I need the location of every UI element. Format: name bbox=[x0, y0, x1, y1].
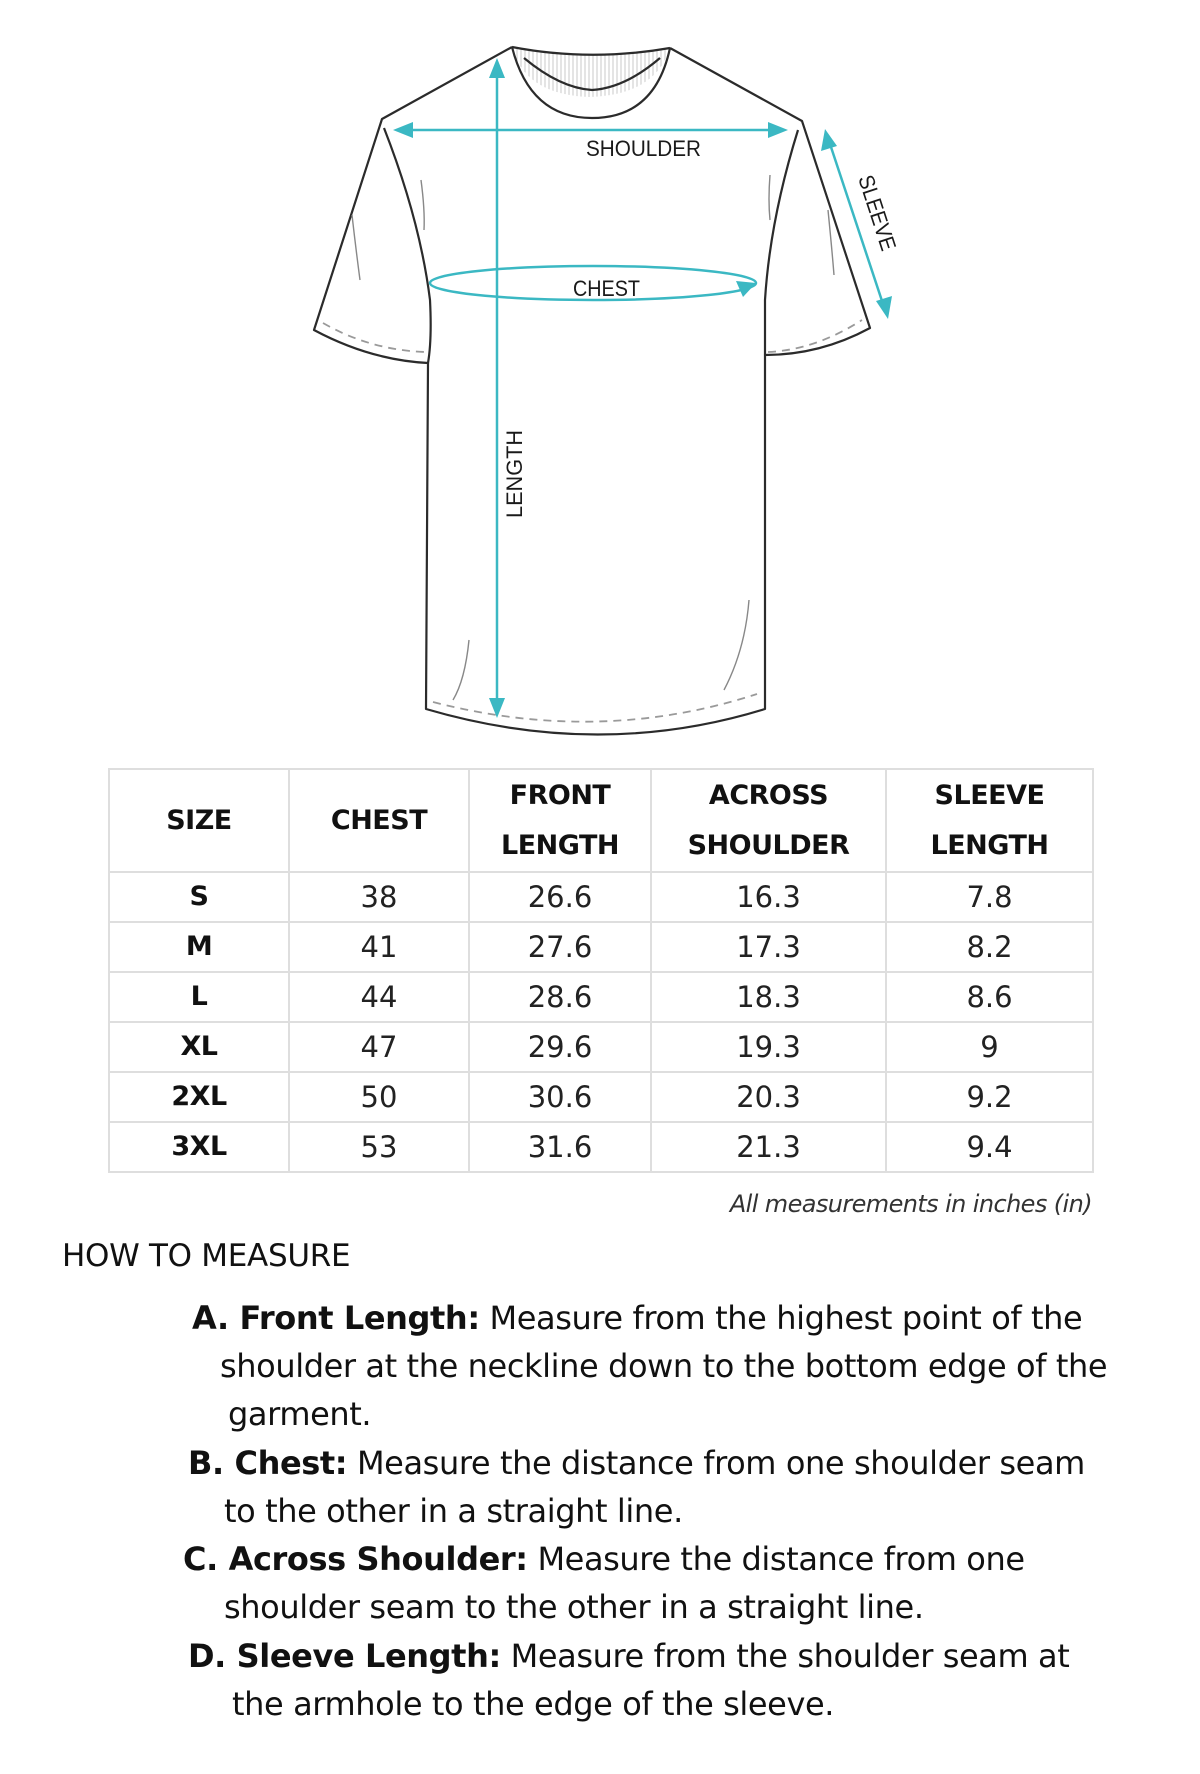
value-cell: 41 bbox=[289, 922, 469, 972]
size-chart-table bbox=[108, 768, 1094, 1173]
units-note: All measurements in inches (in) bbox=[729, 1190, 1092, 1218]
table-row bbox=[109, 1022, 1093, 1072]
instruction-c-line-2: shoulder seam to the other in a straight line. bbox=[224, 1588, 924, 1626]
value-cell: 18.3 bbox=[651, 972, 886, 1022]
value-cell: 21.3 bbox=[651, 1122, 886, 1172]
value-cell: 31.6 bbox=[469, 1122, 651, 1172]
value-cell: 28.6 bbox=[469, 972, 651, 1022]
instruction-d-line-1: D. Sleeve Length: Measure from the shoulder seam at bbox=[188, 1637, 1070, 1675]
instruction-b-line-2: to the other in a straight line. bbox=[224, 1492, 683, 1530]
length-arrow-head-top bbox=[489, 58, 505, 78]
value-cell: 47 bbox=[289, 1022, 469, 1072]
size-cell: 2XL bbox=[109, 1072, 289, 1122]
value-cell: 9.4 bbox=[886, 1122, 1093, 1172]
value-cell: 9.2 bbox=[886, 1072, 1093, 1122]
tshirt-measurement-diagram bbox=[0, 0, 1200, 760]
size-cell: S bbox=[109, 872, 289, 922]
shoulder-arrow-head-right bbox=[768, 122, 788, 138]
size-cell: M bbox=[109, 922, 289, 972]
table-header-row bbox=[109, 769, 1093, 872]
instruction-c-line-1: C. Across Shoulder: Measure the distance from one bbox=[183, 1540, 1025, 1578]
size-cell: 3XL bbox=[109, 1122, 289, 1172]
value-cell: 29.6 bbox=[469, 1022, 651, 1072]
header-sleeve-length: SLEEVE LENGTH bbox=[886, 769, 1093, 872]
sleeve-arrow-head-top bbox=[821, 129, 837, 151]
size-cell: XL bbox=[109, 1022, 289, 1072]
value-cell: 53 bbox=[289, 1122, 469, 1172]
sleeve-label: SLEEVE bbox=[853, 171, 904, 261]
shoulder-label: SHOULDER bbox=[586, 136, 701, 161]
table-row bbox=[109, 872, 1093, 922]
table-row bbox=[109, 922, 1093, 972]
value-cell: 8.2 bbox=[886, 922, 1093, 972]
header-size: SIZE bbox=[109, 769, 289, 872]
value-cell: 30.6 bbox=[469, 1072, 651, 1122]
stitch-lines bbox=[323, 320, 862, 722]
value-cell: 20.3 bbox=[651, 1072, 886, 1122]
shoulder-arrow-head-left bbox=[393, 122, 413, 138]
value-cell: 44 bbox=[289, 972, 469, 1022]
value-cell: 16.3 bbox=[651, 872, 886, 922]
header-across-shoulder: ACROSS SHOULDER bbox=[651, 769, 886, 872]
value-cell: 8.6 bbox=[886, 972, 1093, 1022]
instruction-b-line-1: B. Chest: Measure the distance from one shoulder seam bbox=[188, 1444, 1085, 1482]
value-cell: 7.8 bbox=[886, 872, 1093, 922]
instruction-d-line-2: the armhole to the edge of the sleeve. bbox=[232, 1685, 835, 1723]
value-cell: 27.6 bbox=[469, 922, 651, 972]
table-row bbox=[109, 1072, 1093, 1122]
value-cell: 17.3 bbox=[651, 922, 886, 972]
sleeve-arrow-head-bottom bbox=[876, 296, 892, 319]
value-cell: 50 bbox=[289, 1072, 469, 1122]
size-cell: L bbox=[109, 972, 289, 1022]
length-label: LENGTH bbox=[502, 428, 527, 518]
table-row bbox=[109, 1122, 1093, 1172]
header-front-length: FRONT LENGTH bbox=[469, 769, 651, 872]
value-cell: 26.6 bbox=[469, 872, 651, 922]
instruction-a-line-1: A. Front Length: Measure from the highest point of the bbox=[192, 1299, 1083, 1337]
chest-label: CHEST bbox=[573, 276, 640, 301]
instruction-a-line-3: garment. bbox=[228, 1395, 372, 1433]
value-cell: 19.3 bbox=[651, 1022, 886, 1072]
fold-lines bbox=[352, 175, 834, 700]
table-row bbox=[109, 972, 1093, 1022]
value-cell: 9 bbox=[886, 1022, 1093, 1072]
chest-arrow-head bbox=[736, 281, 756, 297]
instruction-a-line-2: shoulder at the neckline down to the bottom edge of the bbox=[220, 1347, 1108, 1385]
how-to-measure-title: HOW TO MEASURE bbox=[62, 1238, 351, 1274]
header-chest: CHEST bbox=[289, 769, 469, 872]
value-cell: 38 bbox=[289, 872, 469, 922]
